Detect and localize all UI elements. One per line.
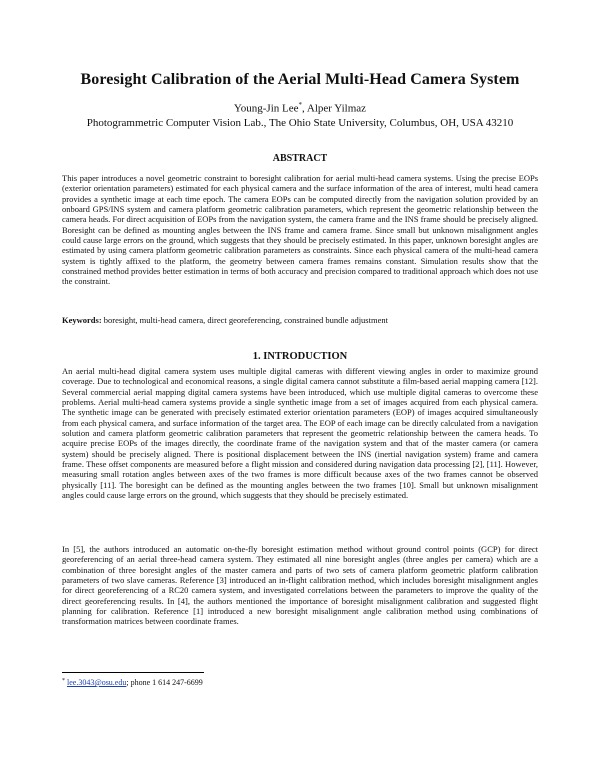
author-line xyxy=(0,101,600,115)
footnote-marker: * xyxy=(62,678,65,684)
author-separator: , xyxy=(302,102,307,115)
author-name: Young-Jin Lee xyxy=(233,102,299,115)
keywords-text: boresight, multi-head camera, direct georeferencing, constrained bundle adjustment xyxy=(101,315,388,325)
keywords-label: Keywords: xyxy=(62,315,102,325)
intro-paragraph: In [5], the authors introduced an automatic on-the-fly boresight estimation method without ground control points (GCP) for direct georeferencing of an aerial three-head camera system. They estimated all nine boresight angles (three angles per camera) which are a combination of three boresight angles of the master camera and parts of two sets of camera platform geometric platform calibration parameters of two slave cameras. Reference [3] introduced an in-flight calibration method, which includes boresight misalignment angles for direct georeferencing of a RC20 camera system, and investigated correlations between the parameters to improve the quality of the direct georeferencing results. In [4], the authors mentioned the importance of boresight misalignment calibration and suggested flight planning for calibration. Reference [1] introduced a new boresight misalignment angle calibration method using combinations of transformation matrices between coordinate frames. xyxy=(62,544,538,627)
footnote xyxy=(62,676,538,688)
paper-title: Boresight Calibration of the Aerial Multi-Head Camera System xyxy=(80,71,520,88)
abstract-text: This paper introduces a novel geometric constraint to boresight calibration for aerial multi-head camera systems. Using the precise EOPs (exterior orientation parameters) estimated for each physical camera and the surface information of the area of interest, multi head camera provides a synthetic image at each time epoch. The camera EOPs can be computed directly from the navigation solution provided by an onboard GPS/INS system and camera platform geometric calibration parameters, which represent the geometric relationship between the camera heads. For direct acquisition of EOPs from the navigation system, the camera frame and the INS frame should be precisely aligned. Boresight can be defined as mounting angles between the INS frame and camera frame. Since small but unknown misalignment angles could cause large errors on the ground, which suggests that they should be precisely estimated. In this paper, unknown boresight angles are estimated by using camera platform geometric calibration parameters as constraints. Since each physical camera of the multi-head camera system is tightly affixed to the platform, the geometry between camera frames remains constant. Simulation results show that the constrained method provides better estimation in terms of both accuracy and precision compared to traditional approach which does not use the constraint. xyxy=(62,173,538,287)
email-link[interactable]: lee.3043@osu.edu xyxy=(67,678,127,687)
intro-paragraph: An aerial multi-head digital camera system uses multiple digital cameras with different viewing angles in order to maximize ground coverage. Due to technological and economical reasons, a single digital camera cannot substitute a film-based aerial mapping camera [12]. Several commercial aerial mapping digital camera systems have been introduced, which use multiple digital cameras to overcome these problems. Aerial multi-head camera systems provide a single synthetic image from a set of images acquired from each physical camera. The synthetic image can be generated with precisely estimated exterior orientation parameters (EOP) of images acquired simultaneously from each physical camera, and surface information of the target area. The EOP of each image can be directly calculated from a navigation solution and camera platform geometric calibration parameters that represent the geometric relationship between the camera heads. To acquire precise EOPs of the images directly, the coordinate frame of the navigation system and that of the master camera (or camera system) should be precisely aligned. There is positional displacement between the INS (inertial navigation system) frame and camera frame. These offset components are measured before a flight mission and considered during navigation data processing [2], [11]. However, measuring small rotation angles between axes of the two frames is more difficult because axes of the two frames cannot be observed physically [11]. The boresight can be defined as the mounting angles between the two frames [10]. Small but unknown misalignment angles could cause large errors on the ground, which suggests that they should be precisely estimated. xyxy=(62,366,538,501)
footnote-rule xyxy=(62,672,204,673)
affiliation: Photogrammetric Computer Vision Lab., The Ohio State University, Columbus, OH, USA 43210 xyxy=(86,117,514,129)
author-name: Alper Yilmaz xyxy=(306,102,367,115)
keywords-line xyxy=(62,315,538,325)
abstract-heading: ABSTRACT xyxy=(272,153,328,164)
corresponding-author-marker: * xyxy=(298,101,302,109)
footnote-phone: ; phone 1 614 247-6699 xyxy=(126,678,203,687)
section-heading-introduction: 1. INTRODUCTION xyxy=(252,351,348,362)
